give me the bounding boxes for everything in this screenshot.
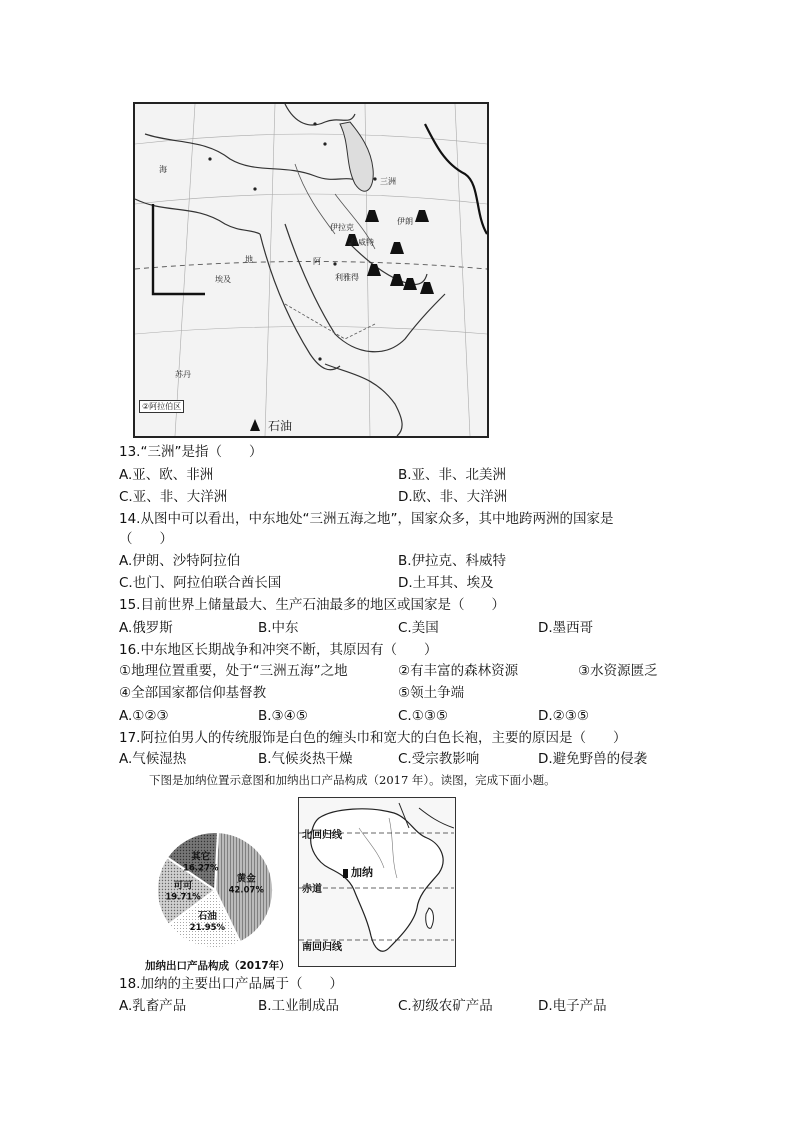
africa-map [298,797,456,967]
export-pie-chart [140,825,290,955]
map1-label-riyadh: 利雅得 [335,273,359,282]
question-18-option-c[interactable]: C.初级农矿产品 [398,998,493,1014]
section-intro: 下图是加纳位置示意图和加纳出口产品构成（2017 年）。读图，完成下面小题。 [149,773,556,787]
pie-label-gold: 黄金 [236,873,256,885]
question-14-option-c[interactable]: C.也门、阿拉伯联合酋长国 [119,575,282,591]
question-15-option-d[interactable]: D.墨西哥 [538,620,594,636]
pie-label-cocoa: 可可 [173,880,193,892]
question-15-option-b[interactable]: B.中东 [258,620,299,636]
map1-label-sanzhou: 三洲 [380,177,396,186]
question-13-option-d[interactable]: D.欧、非、大洋洲 [398,489,508,505]
middle-east-map [133,102,489,438]
pie-value-other: 16.27% [183,863,219,874]
question-15-option-c[interactable]: C.美国 [398,620,439,636]
question-17-stem: 17.阿拉伯男人的传统服饰是白色的缠头巾和宽大的白色长袍，主要的原因是（ ） [119,730,627,746]
question-18-stem: 18.加纳的主要出口产品属于（ ） [119,976,343,992]
question-16-reason-5: ⑤领土争端 [398,685,465,701]
question-16-reason-2: ②有丰富的森林资源 [398,663,519,679]
question-18-option-b[interactable]: B.工业制成品 [258,998,340,1014]
pie-label-other: 其它 [191,851,211,863]
question-14-stem-continued: （ ） [119,531,173,547]
question-17-option-b[interactable]: B.气候炎热干燥 [258,751,353,767]
question-18-option-d[interactable]: D.电子产品 [538,998,607,1014]
question-16-reason-4: ④全部国家都信仰基督教 [119,685,267,701]
question-15-stem: 15.目前世界上储量最大、生产石油最多的地区或国家是（ ） [119,597,505,613]
middle-east-map-svg [135,104,487,436]
question-13-option-c[interactable]: C.亚、非、大洋洲 [119,489,228,505]
map1-label-iraq: 伊拉克 [330,223,354,232]
question-14-option-a[interactable]: A.伊朗、沙特阿拉伯 [119,553,241,569]
pie-value-gold: 42.07% [228,885,264,896]
oil-legend-icon [250,419,260,431]
map1-label-a: 阿 [313,257,321,266]
map2-ghana-label: 加纳 [351,866,373,879]
map1-label-di: 地 [245,255,253,264]
question-18-option-a[interactable]: A.乳畜产品 [119,998,187,1014]
question-14-option-b[interactable]: B.伊拉克、科威特 [398,553,507,569]
map1-label-egypt: 埃及 [215,275,231,284]
question-16-option-d[interactable]: D.②③⑤ [538,708,589,724]
question-16-option-c[interactable]: C.①③⑤ [398,708,449,724]
question-15-option-a[interactable]: A.俄罗斯 [119,620,173,636]
question-17-option-c[interactable]: C.受宗教影响 [398,751,480,767]
oil-legend-label: 石油 [268,419,293,433]
pie-value-oil: 21.95% [189,922,226,933]
question-16-reason-1: ①地理位置重要，处于“三洲五海”之地 [119,663,348,679]
map1-label-sea: 海 [159,165,167,174]
oil-legend [250,418,292,434]
pie-chart-title: 加纳出口产品构成（2017年） [145,960,290,972]
map1-label-iran: 伊朗 [397,217,413,226]
question-17-option-a[interactable]: A.气候湿热 [119,751,187,767]
question-13-stem: 13.“三洲”是指（ ） [119,444,263,460]
map2-tropic-south-label: 南回归线 [302,942,342,953]
pie-label-oil: 石油 [197,910,217,922]
pie-value-cocoa: 19.71% [165,892,201,903]
export-pie-svg [140,825,290,955]
question-17-option-d[interactable]: D.避免野兽的侵袭 [538,751,648,767]
map1-label-kuwait: 科威特 [350,238,374,247]
map2-equator-label: 赤道 [302,884,322,895]
question-16-option-a[interactable]: A.①②③ [119,708,169,724]
map1-label-sudan: 苏丹 [175,370,191,379]
question-16-stem: 16.中东地区长期战争和冲突不断，其原因有（ ） [119,642,438,658]
question-13-option-a[interactable]: A.亚、欧、非洲 [119,467,214,483]
question-16-reason-3: ③水资源匮乏 [578,663,658,679]
question-16-option-b[interactable]: B.③④⑤ [258,708,308,724]
map2-tropic-north-label: 北回归线 [302,830,342,841]
question-14-stem: 14.从图中可以看出，中东地处“三洲五海之地”，国家众多，其中地跨两洲的国家是 [119,511,614,527]
ghana-marker [343,869,348,878]
map1-legend-note: ②阿拉伯区 [139,400,184,413]
question-14-option-d[interactable]: D.土耳其、埃及 [398,575,494,591]
question-13-option-b[interactable]: B.亚、非、北美洲 [398,467,507,483]
